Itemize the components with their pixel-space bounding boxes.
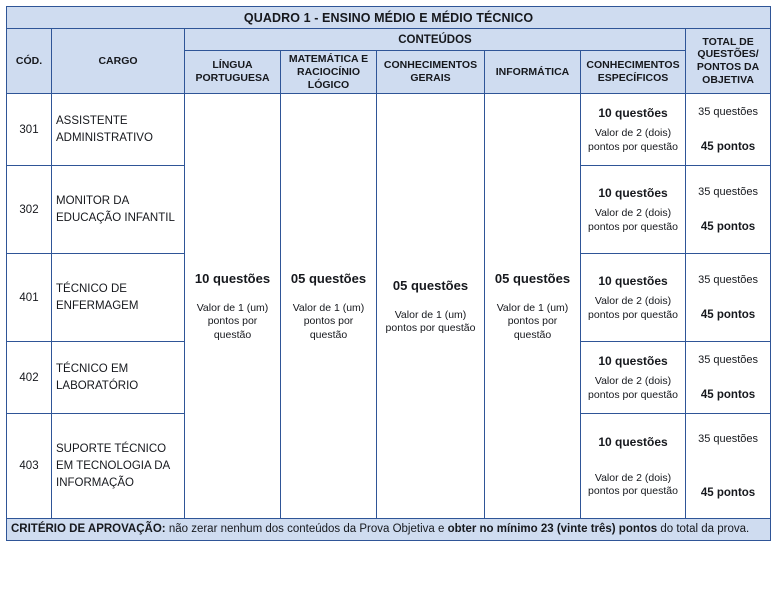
header-lingua-portuguesa: LÍNGUA PORTUGUESA: [185, 51, 281, 94]
header-matematica: MATEMÁTICA E RACIOCÍNIO LÓGICO: [281, 51, 377, 94]
criterio-text-1: não zerar nenhum dos conteúdos da Prova Objetiva e: [165, 523, 448, 536]
row-cod: 302: [7, 166, 52, 254]
row-cod: 402: [7, 342, 52, 414]
cell-conhecimentos-especificos: [581, 342, 686, 414]
table-group-header-row: [7, 29, 771, 51]
cell-lingua-portuguesa: [185, 94, 281, 519]
row-cargo: TÉCNICO EM LABORATÓRIO: [52, 342, 185, 414]
total-pontos: 45 pontos: [700, 220, 756, 233]
cell-total: [686, 414, 771, 519]
table-row: [7, 94, 771, 166]
header-cargo: CARGO: [52, 29, 185, 94]
cell-total: [686, 342, 771, 414]
header-cod: CÓD.: [7, 29, 52, 94]
header-conteudos: CONTEÚDOS: [185, 29, 686, 51]
header-conhecimentos-especificos: CONHECIMENTOS ESPECÍFICOS: [581, 51, 686, 94]
mat-valor: Valor de 1 (um) pontos por questão: [292, 301, 365, 341]
row-cargo: SUPORTE TÉCNICO EM TECNOLOGIA DA INFORMAÇÃO: [52, 414, 185, 519]
total-pontos: 45 pontos: [700, 388, 756, 401]
header-informatica: INFORMÁTICA: [485, 51, 581, 94]
esp-valor: Valor de 2 (dois) pontos por questão: [588, 375, 678, 401]
criterio-label: CRITÉRIO DE APROVAÇÃO:: [11, 523, 166, 536]
mat-questoes: 05 questões: [290, 271, 367, 287]
inf-questoes: 05 questões: [494, 271, 571, 287]
esp-questoes: 10 questões: [598, 354, 668, 369]
total-questoes: 35 questões: [698, 354, 759, 367]
esp-questoes: 10 questões: [598, 274, 668, 289]
esp-questoes: 10 questões: [598, 434, 668, 449]
table-title: QUADRO 1 - ENSINO MÉDIO E MÉDIO TÉCNICO: [7, 7, 771, 29]
header-total: TOTAL DE QUESTÕES/ PONTOS DA OBJETIVA: [686, 29, 771, 94]
header-conhecimentos-gerais: CONHECIMENTOS GERAIS: [377, 51, 485, 94]
criterio-bold-2: obter no mínimo 23 (vinte três) pontos: [447, 523, 658, 536]
total-questoes: 35 questões: [698, 106, 759, 119]
row-cod: 301: [7, 94, 52, 166]
criterio-aprovacao: [7, 519, 771, 541]
total-questoes: 35 questões: [698, 186, 759, 199]
total-pontos: 45 pontos: [700, 308, 756, 321]
esp-valor: Valor de 2 (dois) pontos por questão: [588, 471, 678, 498]
esp-valor: Valor de 2 (dois) pontos por questão: [588, 127, 678, 153]
row-cargo: ASSISTENTE ADMINISTRATIVO: [52, 94, 185, 166]
total-pontos: 45 pontos: [700, 140, 756, 153]
cell-conhecimentos-especificos: [581, 166, 686, 254]
criterio-text-3: do total da prova.: [657, 523, 750, 536]
total-questoes: 35 questões: [698, 432, 759, 445]
exam-content-table: [6, 6, 771, 541]
total-questoes: 35 questões: [698, 274, 759, 287]
total-pontos: 45 pontos: [700, 487, 756, 500]
inf-valor: Valor de 1 (um) pontos por questão: [496, 301, 569, 341]
cell-conhecimentos-especificos: [581, 254, 686, 342]
ger-valor: Valor de 1 (um) pontos por questão: [385, 308, 476, 335]
lp-valor: Valor de 1 (um) pontos por questão: [196, 301, 269, 341]
cell-conhecimentos-especificos: [581, 414, 686, 519]
ger-questoes: 05 questões: [392, 277, 469, 293]
criterio-row: [7, 519, 771, 541]
lp-questoes: 10 questões: [194, 271, 271, 287]
esp-valor: Valor de 2 (dois) pontos por questão: [588, 295, 678, 321]
row-cargo: TÉCNICO DE ENFERMAGEM: [52, 254, 185, 342]
row-cargo: MONITOR DA EDUCAÇÃO INFANTIL: [52, 166, 185, 254]
table-title-row: [7, 7, 771, 29]
cell-total: [686, 166, 771, 254]
row-cod: 401: [7, 254, 52, 342]
cell-conhecimentos-especificos: [581, 94, 686, 166]
row-cod: 403: [7, 414, 52, 519]
esp-questoes: 10 questões: [598, 186, 668, 201]
cell-matematica: [281, 94, 377, 519]
cell-total: [686, 94, 771, 166]
cell-total: [686, 254, 771, 342]
esp-questoes: 10 questões: [598, 106, 668, 121]
cell-conhecimentos-gerais: [377, 94, 485, 519]
esp-valor: Valor de 2 (dois) pontos por questão: [588, 207, 678, 233]
cell-informatica: [485, 94, 581, 519]
